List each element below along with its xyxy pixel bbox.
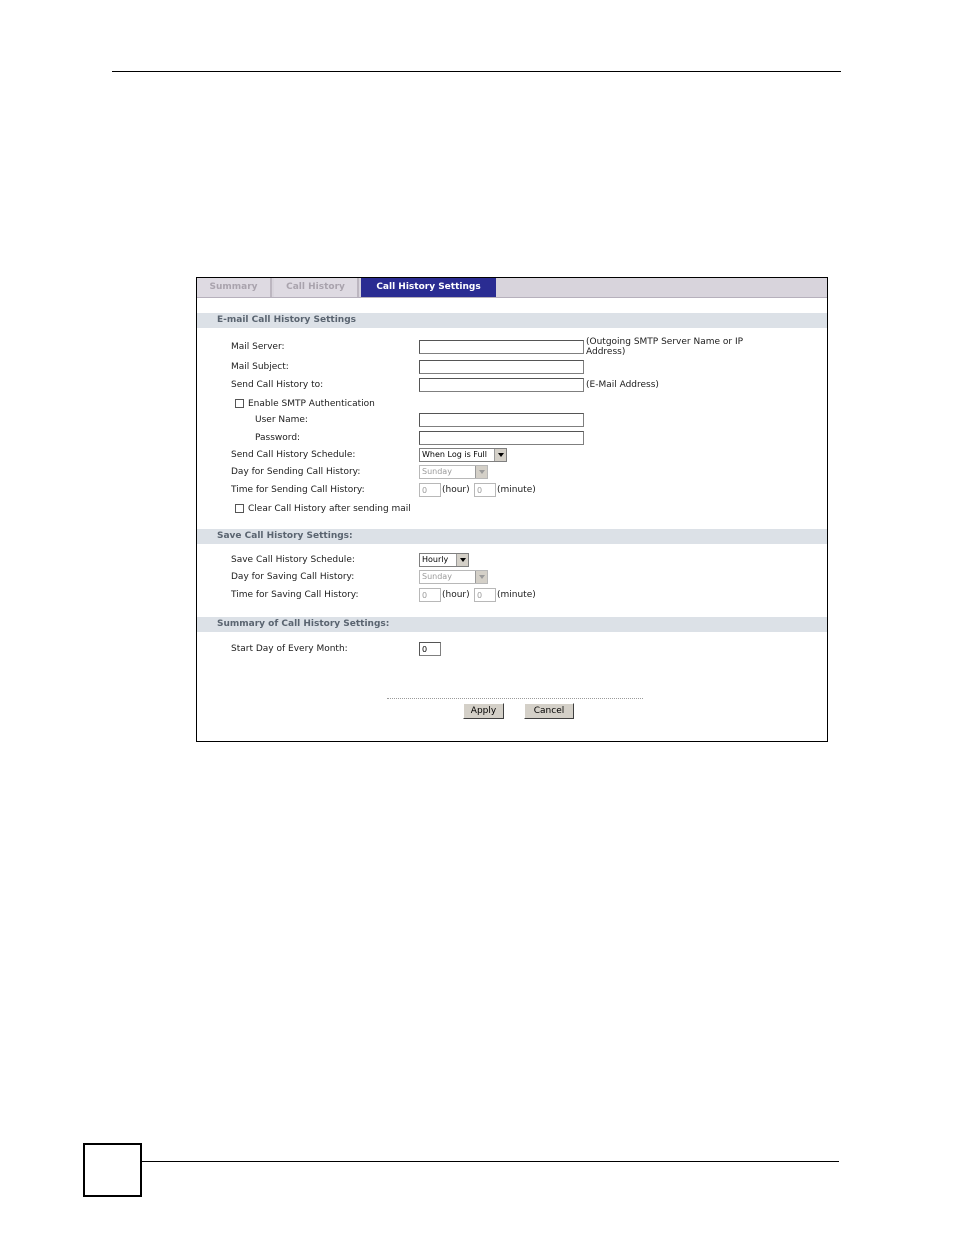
send-day-label: Day for Sending Call History: [231, 467, 361, 477]
save-schedule-label: Save Call History Schedule: [231, 555, 355, 565]
page-number-box [83, 1143, 142, 1197]
save-day-label: Day for Saving Call History: [231, 572, 355, 582]
tab-bar [197, 278, 827, 298]
mail-server-hint: (Outgoing SMTP Server Name or IP Address) [586, 337, 744, 357]
clear-history-checkbox[interactable] [235, 504, 244, 513]
save-minute-input[interactable] [474, 588, 496, 602]
start-day-input[interactable] [419, 642, 441, 656]
save-schedule-select[interactable] [419, 553, 469, 567]
summary-section-header [197, 617, 827, 632]
send-minute-unit: (minute) [497, 485, 536, 495]
clear-history-label: Clear Call History after sending mail [248, 504, 411, 514]
send-hour-unit: (hour) [442, 485, 470, 495]
send-time-label: Time for Sending Call History: [231, 485, 365, 495]
save-hour-input[interactable] [419, 588, 441, 602]
password-label: Password: [255, 433, 301, 443]
send-minute-input[interactable] [474, 483, 496, 497]
button-divider [387, 698, 643, 699]
footer-rule [140, 1161, 839, 1162]
send-hour-input[interactable] [419, 483, 441, 497]
email-section-title: E-mail Call History Settings [217, 315, 356, 325]
summary-section-title: Summary of Call History Settings: [217, 619, 390, 629]
send-to-hint: (E-Mail Address) [586, 380, 659, 390]
password-input[interactable] [419, 431, 584, 445]
send-day-value: Sunday [422, 467, 452, 476]
mail-subject-label: Mail Subject: [231, 362, 289, 372]
save-day-value: Sunday [422, 572, 452, 581]
send-schedule-label: Send Call History Schedule: [231, 450, 356, 460]
save-hour-unit: (hour) [442, 590, 470, 600]
cancel-button[interactable]: Cancel [524, 703, 574, 719]
user-name-label: User Name: [255, 415, 308, 425]
smtp-auth-label: Enable SMTP Authentication [248, 399, 375, 409]
smtp-auth-checkbox[interactable] [235, 399, 244, 408]
tab-call-history[interactable]: Call History [274, 278, 359, 297]
save-section-header [197, 529, 827, 544]
chevron-down-icon[interactable] [475, 571, 487, 583]
send-to-label: Send Call History to: [231, 380, 324, 390]
header-rule [112, 71, 841, 72]
send-to-input[interactable] [419, 378, 584, 392]
save-day-select[interactable] [419, 570, 488, 584]
chevron-down-icon[interactable] [456, 554, 468, 566]
mail-server-label: Mail Server: [231, 342, 285, 352]
save-time-label: Time for Saving Call History: [231, 590, 359, 600]
mail-server-input[interactable] [419, 340, 584, 354]
save-section-title: Save Call History Settings: [217, 531, 353, 541]
send-schedule-select[interactable] [419, 448, 507, 462]
send-schedule-value: When Log is Full [422, 450, 487, 459]
mail-subject-input[interactable] [419, 360, 584, 374]
save-minute-unit: (minute) [497, 590, 536, 600]
call-history-settings-panel [196, 277, 828, 742]
email-section-header [197, 313, 827, 328]
chevron-down-icon[interactable] [475, 466, 487, 478]
save-schedule-value: Hourly [422, 555, 449, 564]
apply-button[interactable]: Apply [463, 703, 504, 719]
start-day-label: Start Day of Every Month: [231, 644, 348, 654]
tab-call-history-settings[interactable]: Call History Settings [361, 278, 496, 297]
user-name-input[interactable] [419, 413, 584, 427]
send-day-select[interactable] [419, 465, 488, 479]
tab-summary[interactable]: Summary [197, 278, 272, 297]
chevron-down-icon[interactable] [494, 449, 506, 461]
